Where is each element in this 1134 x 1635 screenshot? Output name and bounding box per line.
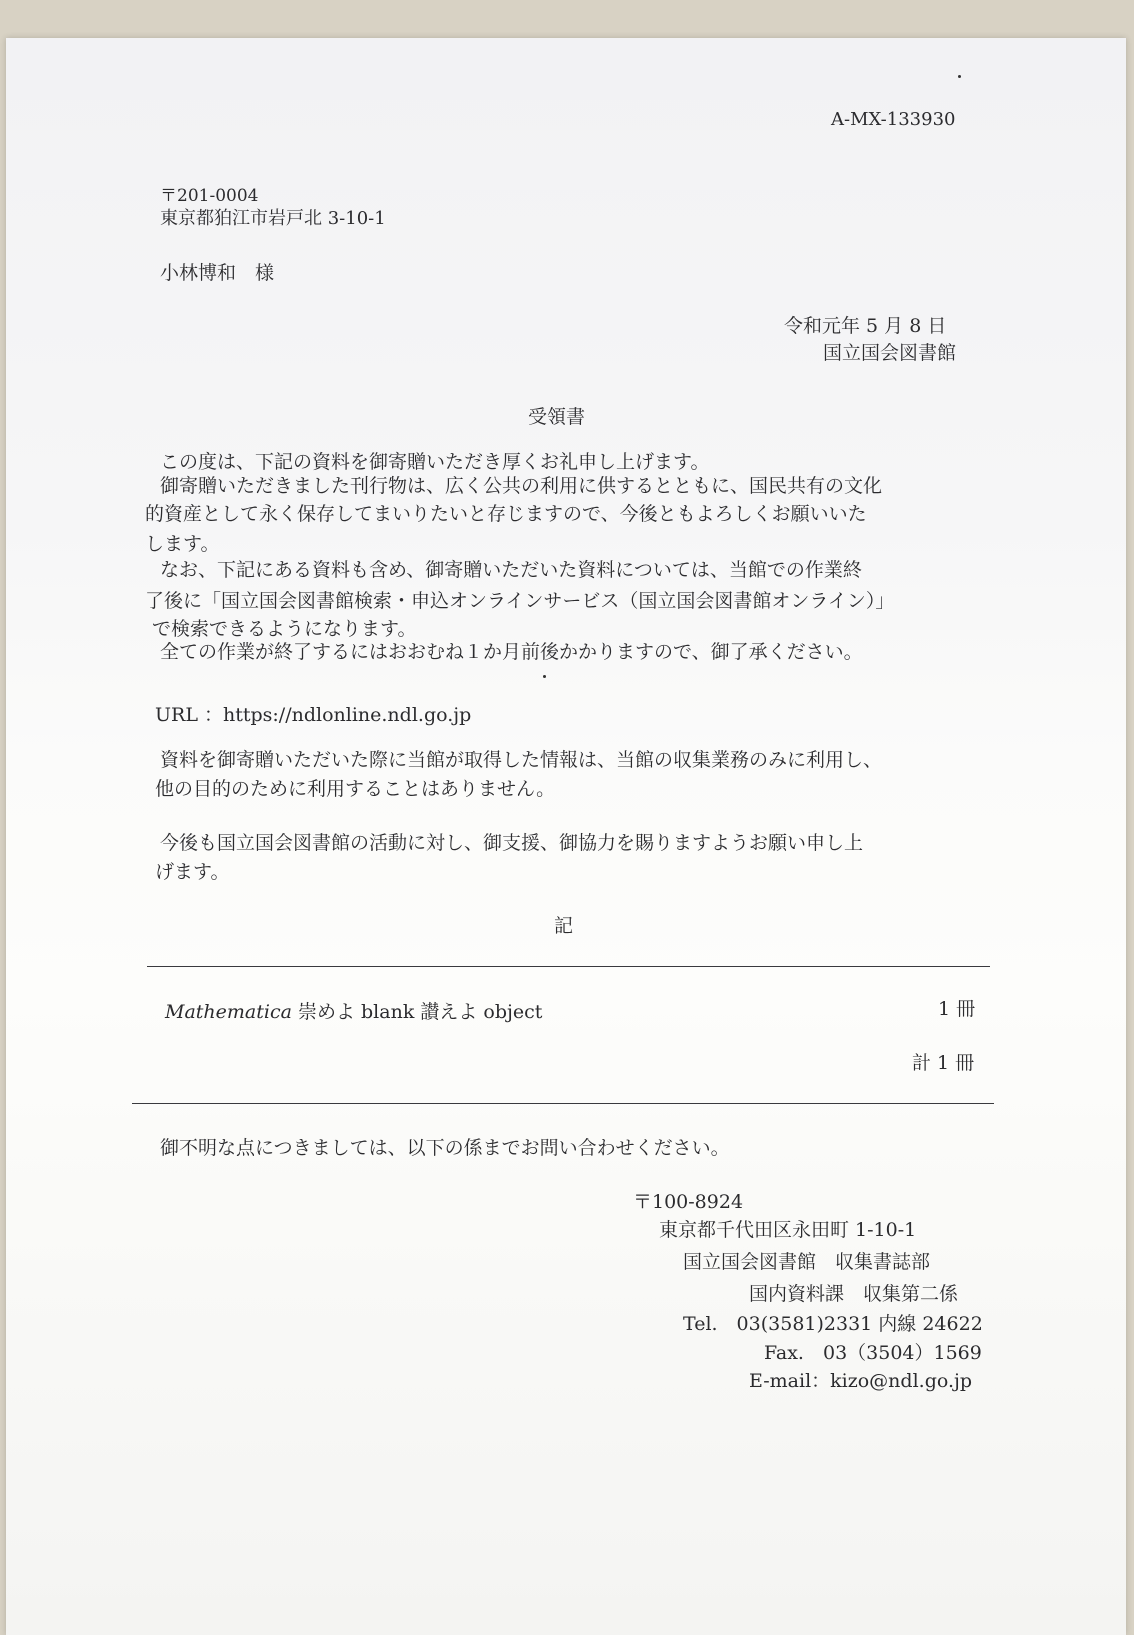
letter-date: 令和元年 5 月 8 日	[784, 315, 947, 337]
ki-heading: 記	[554, 915, 574, 937]
paper-speck	[958, 75, 961, 78]
divider-top	[147, 966, 990, 967]
reference-number: A-MX-133930	[831, 109, 956, 130]
contact-section: 国内資料課 収集第二係	[749, 1283, 959, 1305]
contact-department: 国立国会図書館 収集書誌部	[683, 1251, 931, 1273]
item-title-italic: Mathematica	[165, 1001, 292, 1023]
contact-fax: Fax. 03（3504）1569	[764, 1342, 982, 1364]
inquiry-note: 御不明な点につきましては、以下の係までお問い合わせください。	[160, 1137, 730, 1159]
item-title-rest: 崇めよ blank 讃えよ object	[291, 1001, 543, 1023]
service-url: URL ：https://ndlonline.ndl.go.jp	[155, 704, 472, 726]
body-line: なお、下記にある資料も含め、御寄贈いただいた資料については、当館での作業終	[160, 559, 862, 581]
privacy-line: 資料を御寄贈いただいた際に当館が取得した情報は、当館の収集業務のみに利用し、	[160, 749, 883, 771]
body-line: 御寄贈いただきました刊行物は、広く公共の利用に供するとともに、国民共有の文化	[160, 475, 883, 497]
recipient-name: 小林博和 様	[160, 262, 275, 284]
support-request-line: 今後も国立国会図書館の活動に対し、御支援、御協力を賜りますようお願い申し上	[160, 832, 864, 854]
paper-speck	[543, 675, 546, 678]
contact-tel: Tel. 03(3581)2331 内線 24622	[683, 1313, 983, 1335]
document-title: 受領書	[528, 406, 586, 428]
donated-item-quantity: 1 冊	[938, 998, 976, 1020]
total-quantity: 計 1 冊	[912, 1052, 975, 1074]
support-request-line: げます。	[155, 861, 230, 883]
recipient-address: 東京都狛江市岩戸北 3-10-1	[160, 208, 386, 229]
contact-email: E-mail：kizo@ndl.go.jp	[749, 1370, 973, 1392]
contact-postal-code: 〒100-8924	[633, 1191, 744, 1213]
recipient-postal-code: 〒201-0004	[160, 186, 259, 206]
issuer-name: 国立国会図書館	[823, 342, 957, 364]
body-line: で検索できるようになります。	[152, 618, 417, 640]
body-line: 的資産として永く保存してまいりたいと存じますので、今後ともよろしくお願いいた	[145, 503, 867, 525]
divider-bottom	[132, 1103, 994, 1104]
body-line: この度は、下記の資料を御寄贈いただき厚くお礼申し上げます。	[160, 451, 710, 473]
donated-item-title	[165, 1000, 542, 1024]
body-line: 全ての作業が終了するにはおおむね１か月前後かかりますので、御了承ください。	[160, 641, 863, 663]
privacy-line: 他の目的のために利用することはありません。	[155, 778, 556, 800]
body-line: します。	[145, 533, 220, 555]
body-line: 了後に「国立国会図書館検索・申込オンラインサービス（国立国会図書館オンライン）」	[145, 590, 895, 612]
contact-address: 東京都千代田区永田町 1-10-1	[659, 1219, 917, 1241]
